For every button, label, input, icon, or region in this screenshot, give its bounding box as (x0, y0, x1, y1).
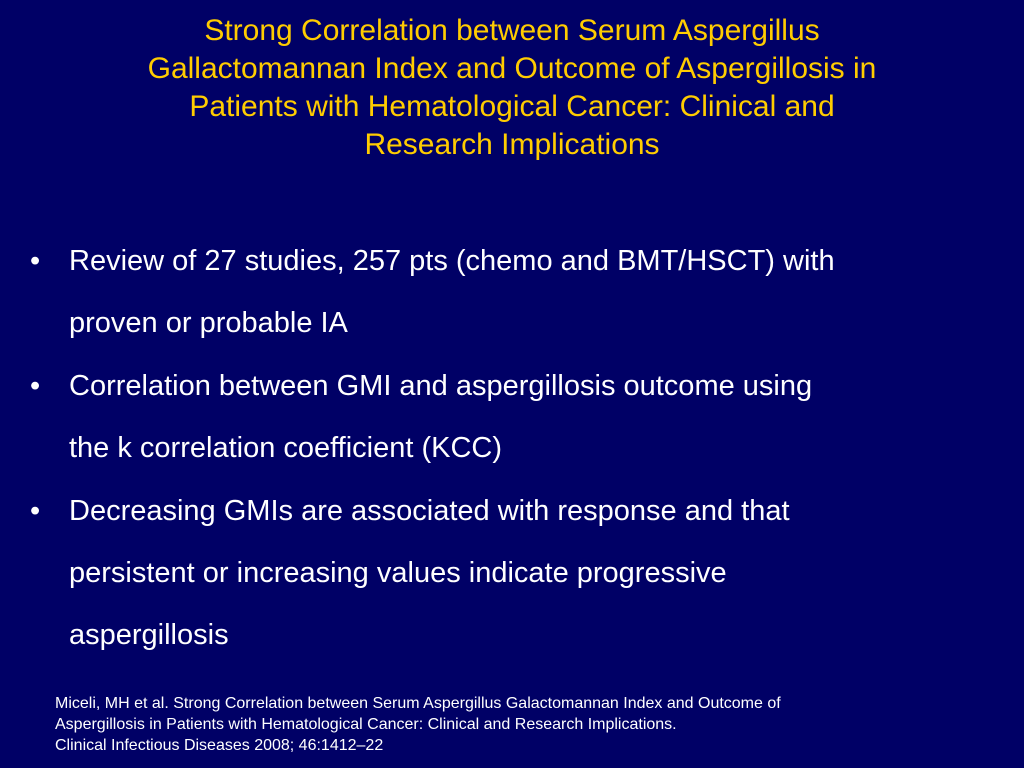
bullet-list (30, 230, 990, 667)
citation-line: Clinical Infectious Diseases 2008; 46:1412–22 (55, 737, 384, 754)
bullet-text-line: proven or probable IA (69, 307, 348, 339)
bullet-marker: • (30, 495, 41, 527)
bullet-item (30, 355, 990, 479)
citation-line: Aspergillosis in Patients with Hematological Cancer: Clinical and Research Implications. (55, 716, 677, 733)
bullet-text-line: Review of 27 studies, 257 pts (chemo and BMT/HSCT) with (69, 245, 835, 277)
bullet-text-line: aspergillosis (69, 619, 229, 651)
title-line: Strong Correlation between Serum Aspergillus (204, 14, 820, 47)
bullet-item (30, 230, 990, 354)
bullet-marker: • (30, 245, 41, 277)
title-line: Gallactomannan Index and Outcome of Aspergillosis in (147, 52, 877, 85)
bullet-marker: • (30, 370, 41, 402)
title-line: Patients with Hematological Cancer: Clinical and (189, 90, 835, 123)
bullet-text-line: persistent or increasing values indicate progressive (69, 557, 727, 589)
title-line: Research Implications (364, 128, 660, 161)
slide-title (60, 12, 964, 164)
bullet-text-line: Decreasing GMIs are associated with response and that (69, 495, 790, 527)
bullet-item (30, 480, 990, 666)
bullet-text-line: the k correlation coefficient (KCC) (69, 432, 503, 464)
bullet-text-line: Correlation between GMI and aspergillosis outcome using (69, 370, 813, 402)
citation (55, 693, 995, 756)
citation-line: Miceli, MH et al. Strong Correlation between Serum Aspergillus Galactomannan Index and Outcome of (55, 695, 781, 712)
